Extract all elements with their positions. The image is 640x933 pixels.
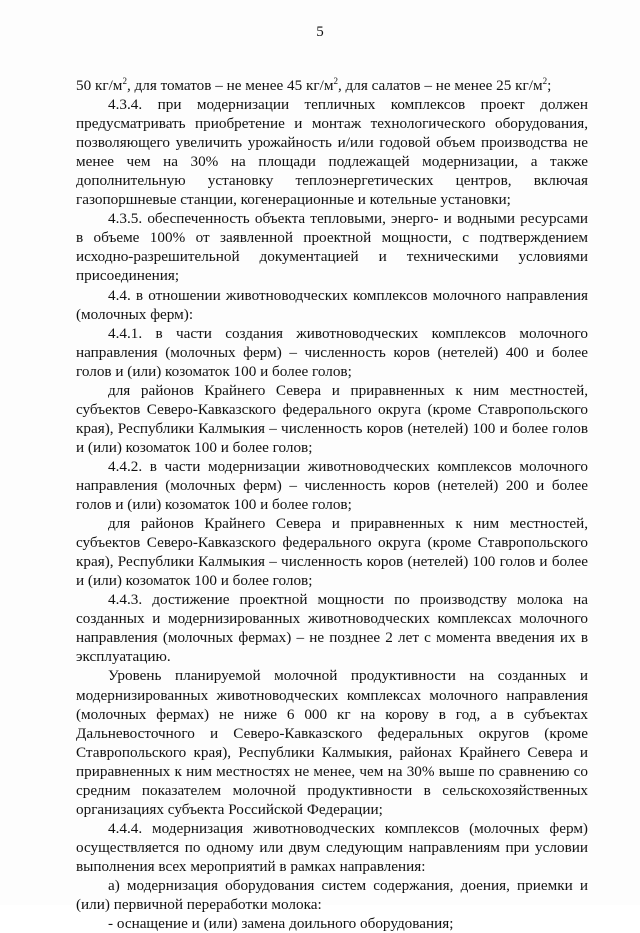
page-number: 5	[316, 24, 324, 40]
paragraph-4-3-4: 4.3.4. при модернизации тепличных комплексов проект должен предусматривать приобретение и монтаж технологического оборудования, позволяющего увеличить урожайность и/или годовой объем производства не менее чем на 30% на площади подлежащей модернизации, а также дополнительную установку теплоэнергетических центров, включая газопоршневые станции, когенерационные и котельные установки;	[76, 96, 588, 209]
paragraph-productivity-level: Уровень планируемой молочной продуктивности на созданных и модернизированных животноводческих комплексах молочного направления (молочных фермах) не ниже 6 000 кг на корову в год, а в субъектах Дальневосточного и Северо-Кавказского федеральных округов (кроме Ставропольского края), Республики Калмыкия, районах Крайнего Севера и приравненных к ним местностях не менее, чем на 30% выше по сравнению со средним показателем молочной продуктивности в сельскохозяйственных организациях субъекта Российской Федерации;	[76, 667, 588, 818]
document-body	[76, 76, 588, 933]
paragraph-4-4-4: 4.4.4. модернизация животноводческих комплексов (молочных ферм) осуществляется по одному или двум следующим направлениям при условии выполнения всех мероприятий в рамках направления:	[76, 819, 588, 875]
paragraph-item-a: а) модернизация оборудования систем содержания, доения, приемки и (или) первичной переработки молока:	[76, 876, 588, 914]
paragraph-4-4-1: 4.4.1. в части создания животноводческих комплексов молочного направления (молочных ферм) – численность коров (нетелей) 400 и более голов и (или) козоматок 100 и более голов;	[76, 324, 588, 380]
paragraph-continuation	[76, 76, 588, 95]
paragraph-north-regions-modernization: для районов Крайнего Севера и приравненных к ним местностей, субъектов Северо-Кавказского федерального округа (кроме Ставропольского края), Республики Калмыкия – численность коров (нетелей) 100 голов и более и (или) козоматок 100 и более голов;	[76, 515, 588, 590]
superscript: 2	[122, 75, 127, 86]
superscript: 2	[333, 75, 338, 86]
paragraph-north-regions-creation: для районов Крайнего Севера и приравненных к ним местностей, субъектов Северо-Кавказского федерального округа (кроме Ставропольского края), Республики Калмыкия – численность коров (нетелей) 100 и более голов и (или) козоматок 100 и более голов;	[76, 381, 588, 456]
paragraph-4-4-2: 4.4.2. в части модернизации животноводческих комплексов молочного направления (молочных ферм) – численность коров (нетелей) 200 и более голов и (или) козоматок 100 и более голов;	[76, 457, 588, 514]
superscript: 2	[542, 75, 548, 86]
continuation-text: ;	[547, 77, 552, 94]
continuation-text: , для салатов – не менее 25 кг/м	[337, 77, 543, 94]
paragraph-bullet-milking-equipment: - оснащение и (или) замена доильного оборудования;	[108, 915, 454, 933]
paragraph-4-4-3: 4.4.3. достижение проектной мощности по производству молока на созданных и модернизированных животноводческих комплексах молочного направления (молочных фермах) – не позднее 2 лет с момента введения их в эксплуатацию.	[76, 591, 588, 666]
continuation-text: , для томатов – не менее 45 кг/м	[126, 77, 334, 94]
continuation-text: 50 кг/м	[76, 77, 123, 94]
paragraph-4-4: 4.4. в отношении животноводческих комплексов молочного направления (молочных ферм):	[76, 286, 588, 323]
paragraph-4-3-5: 4.3.5. обеспеченность объекта тепловыми, энерго- и водными ресурсами в объеме 100% от заявленной проектной мощности, с подтверждением исходно-разрешительной документацией и техническими условиями присоединения;	[76, 210, 588, 285]
